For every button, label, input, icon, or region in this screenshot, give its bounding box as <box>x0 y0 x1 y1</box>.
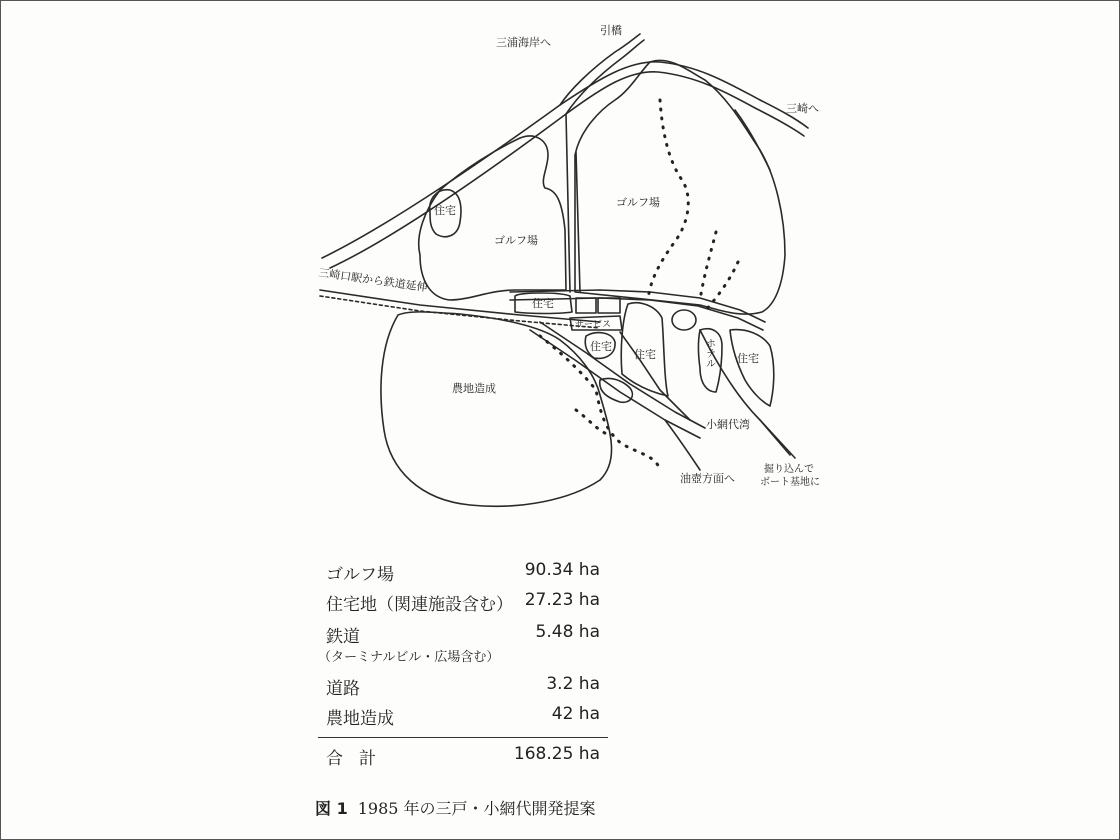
north-south-road <box>566 114 570 292</box>
label-station-line: 三崎口駅から鉄道延伸 <box>317 266 429 295</box>
road-south-1 <box>620 332 690 420</box>
label-housing-right: 住宅 <box>737 352 759 365</box>
road-to-aburatsubo <box>665 420 700 470</box>
table-row <box>318 674 608 700</box>
label-golf-right: ゴルフ場 <box>616 196 660 209</box>
row-value: 27.23 ha <box>524 590 600 610</box>
total-value: 168.25 ha <box>513 744 600 764</box>
label-golf-left: ゴルフ場 <box>494 234 538 247</box>
table-row <box>318 646 608 672</box>
railway-line <box>320 290 600 322</box>
row-label: 道路 <box>326 679 360 699</box>
label-housing-top: 住宅 <box>434 204 456 217</box>
figure-number: 図 1 <box>315 799 348 818</box>
row-label: 鉄道 <box>326 627 360 647</box>
row-value: 90.34 ha <box>524 560 600 580</box>
row-value: 3.2 ha <box>546 674 600 694</box>
label-housing-small: 住宅 <box>590 340 612 353</box>
dotted-path-c <box>706 262 738 310</box>
label-misaki: 三崎へ <box>786 102 819 115</box>
total-label: 合計 <box>326 749 392 769</box>
row-value: 42 ha <box>551 704 600 724</box>
dotted-path-b <box>700 232 716 300</box>
row-sublabel: （ターミナルビル・広場含む） <box>318 650 500 665</box>
label-miura-coast: 三浦海岸へ <box>496 36 551 49</box>
label-farmland: 農地造成 <box>452 382 496 395</box>
row-label: 住宅地（関連施設含む） <box>326 595 513 615</box>
label-koajiro-bay: 小網代湾 <box>706 418 750 431</box>
label-housing-center: 住宅 <box>532 297 554 310</box>
total-divider <box>318 737 608 738</box>
row-value: 5.48 ha <box>535 622 600 642</box>
row-label: ゴルフ場 <box>326 565 394 585</box>
table-row <box>318 704 608 730</box>
label-aburatsubo: 油壺方面へ <box>680 472 735 485</box>
table-row <box>318 560 608 586</box>
dotted-path-e <box>576 410 612 436</box>
label-dredge-1: 掘り込んで <box>764 464 814 475</box>
label-hikihashi: 引橋 <box>600 24 622 37</box>
golf-course-right <box>575 60 785 314</box>
golf-course-left <box>419 136 566 300</box>
label-dredge-2: ボート基地に <box>760 477 820 488</box>
housing-right <box>730 330 774 406</box>
label-housing-mid: 住宅 <box>634 348 656 361</box>
table-total-row <box>318 744 608 770</box>
table-row <box>318 590 608 616</box>
road-to-miura-coast <box>560 34 640 105</box>
figure-caption-text: 1985 年の三戸・小網代開発提案 <box>357 799 596 818</box>
figure-caption <box>315 796 596 819</box>
table-row <box>318 622 608 648</box>
label-service: サービス <box>575 320 612 330</box>
boat-basin <box>672 310 696 330</box>
label-hotel: ホテル <box>703 338 715 368</box>
row-label: 農地造成 <box>326 709 394 729</box>
